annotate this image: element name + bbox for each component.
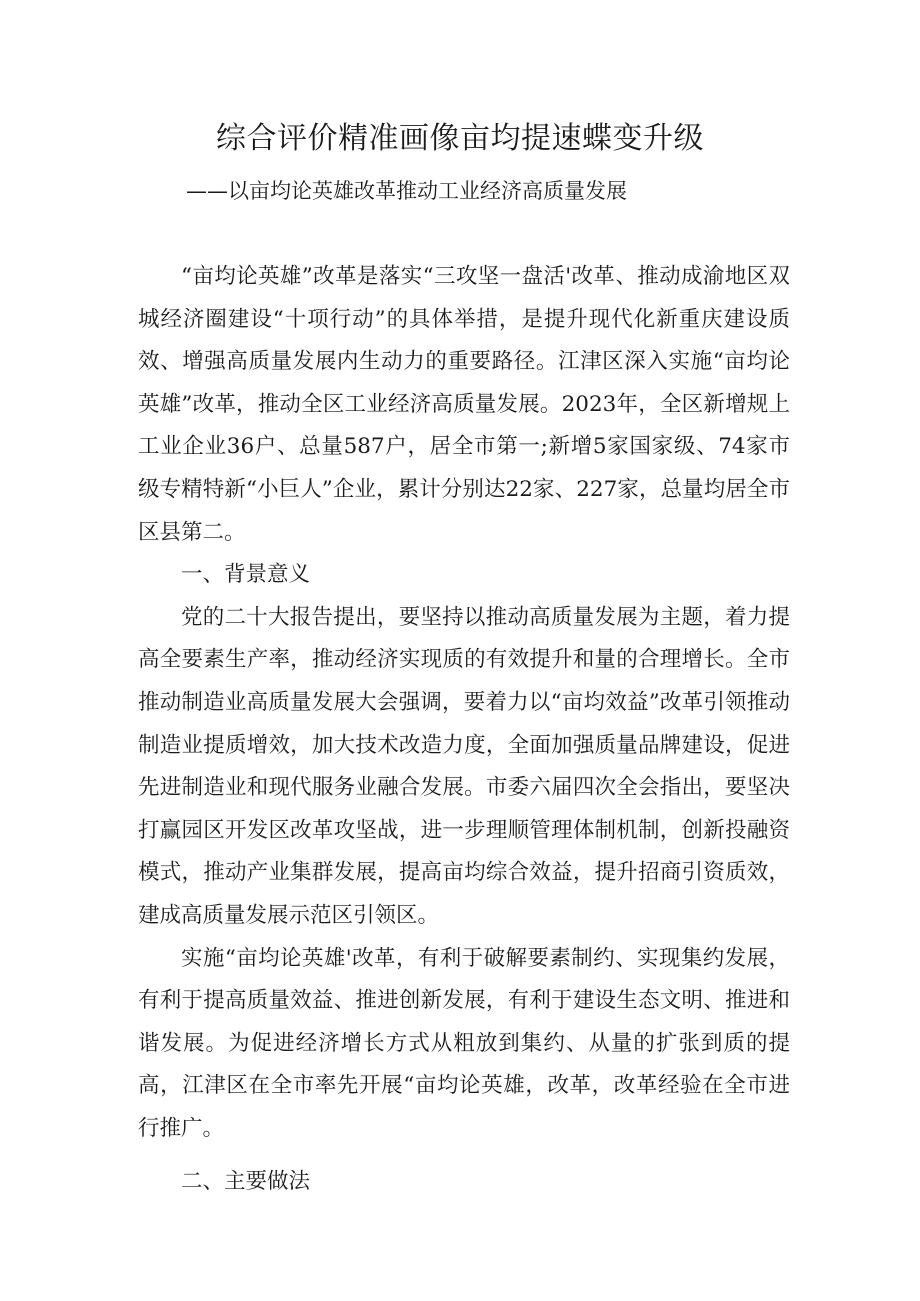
background-paragraph-2: 实施“亩均论英雄'改革，有利于破解要素制约、实现集约发展，有利于提高质量效益、推进创新发展，有利于建设生态文明、推进和谐发展。为促进经济增长方式从粗放到集约、从量的扩张到质的提高，江津区在全市率先开展“亩均论英雄，改革，改革经验在全市进行推广。 [138, 945, 790, 1141]
intro-paragraph: “亩均论英雄”改革是落实“三攻坚一盘活'改革、推动成渝地区双城经济圈建设“十项行动”的具体举措，是提升现代化新重庆建设质效、增强高质量发展内生动力的重要路径。江津区深入实施“亩均论英雄”改革，推动全区工业经济高质量发展。2023年，全区新增规上工业企业36户、总量587户，居全市第一;新增5家国家级、74家市级专精特新“小巨人”企业，累计分别达22家、227家，总量均居全市区县第二。 [138, 264, 790, 545]
document-body [138, 256, 790, 1204]
document-title: 综合评价精准画像亩均提速蝶变升级 [216, 121, 704, 156]
background-paragraph-1: 党的二十大报告提出，要坚持以推动高质量发展为主题，着力提高全要素生产率，推动经济实现质的有效提升和量的合理增长。全市推动制造业高质量发展大会强调，要着力以“亩均效益”改革引领推动制造业提质增效，加大技术改造力度，全面加强质量品牌建设，促进先进制造业和现代服务业融合发展。市委六届四次全会指出，要坚决打赢园区开发区改革攻坚战，进一步理顺管理体制机制，创新投融资模式，推动产业集群发展，提高亩均综合效益，提升招商引资质效，建成高质量发展示范区引领区。 [138, 604, 790, 928]
document-subtitle: ——以亩均论英雄改革推动工业经济高质量发展 [186, 179, 627, 203]
section-heading-main-practices: 二、主要做法 [181, 1169, 311, 1195]
section-heading-background: 一、背景意义 [181, 562, 311, 588]
